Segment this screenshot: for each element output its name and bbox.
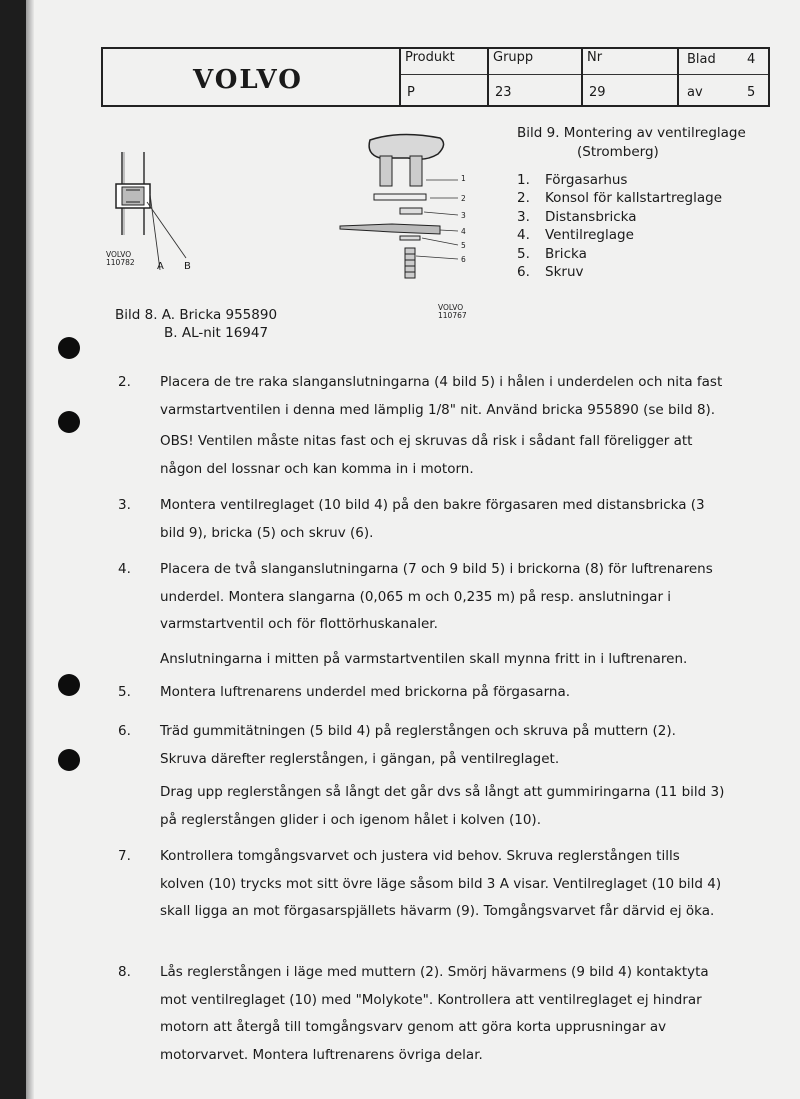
step-paragraph: Montera luftrenarens underdel med brickorna på förgasarna. — [160, 684, 571, 700]
punch-hole — [58, 749, 80, 771]
av-value: 5 — [747, 85, 756, 100]
punch-hole — [58, 411, 80, 433]
figure9-callout-5: 5 — [461, 241, 466, 250]
step-paragraph: OBS! Ventilen måste nitas fast och ej skruvas då risk i sådant fall föreligger att någon del lossnar och kan komma in i motorn. — [160, 433, 693, 477]
figure9-callout-1: 1 — [461, 174, 466, 183]
step-paragraph: Lås reglerstången i läge med muttern (2). Smörj hävarmens (9 bild 4) kontaktyta mot ventilreglaget (10) med "Molykote". Kontrollera att ventilreglaget ej hindrar motorn att återgå till tomgångsvarv genom att göra korta upprusningar av motorvarvet. Montera luftrenarens övriga delar. — [160, 964, 709, 1063]
legend-number: 5. — [517, 245, 530, 262]
legend-text: Konsol för kallstartreglage — [545, 190, 723, 207]
step-paragraph: Kontrollera tomgångsvarvet och justera vid behov. Skruva reglerstången tills kolven (10) trycks mot sitt övre läge såsom bild 3 A visar. Ventilreglaget (10 bild 4) skall ligga an mot förgasarspjällets hävarm (9). Tomgångsvarvet får därvid ej öka. — [160, 848, 722, 919]
blad-value: 4 — [747, 52, 756, 67]
figure9-code-number: 110767 — [438, 311, 467, 320]
figure9-callout-2: 2 — [461, 194, 466, 203]
legend-item — [517, 226, 722, 244]
step-paragraph: Placera de två slanganslutningarna (7 och 9 bild 5) i brickorna (8) för luftrenarens underdel. Montera slangarna (0,065 m och 0,235 m) på resp. anslutningar i varmstartventil och för flottörhuskanaler. — [160, 561, 713, 632]
figure9-callout-6: 6 — [461, 255, 466, 264]
figure9-code-brand: VOLVO — [438, 303, 464, 312]
nr-value: 29 — [589, 85, 606, 100]
legend-number: 2. — [517, 190, 530, 207]
step-number: 7. — [118, 848, 131, 864]
legend-item — [517, 245, 722, 263]
step-paragraph: Träd gummitätningen (5 bild 4) på reglerstången och skruva på muttern (2). Skruva därefter reglerstången, i gängan, på ventilreglaget. — [160, 723, 676, 767]
figure9-caption: Bild 9. Montering av ventilreglage — [517, 125, 746, 141]
legend-number: 3. — [517, 208, 530, 225]
step-number: 2. — [118, 374, 131, 390]
step-paragraph: Drag upp reglerstången så långt det går dvs så långt att gummiringarna (11 bild 3) på reglerstången glider i och igenom hålet i kolven (10). — [160, 784, 725, 828]
legend-item — [517, 263, 722, 281]
figure8-code-brand: VOLVO — [106, 250, 132, 259]
figure9-drawing — [330, 128, 480, 288]
figure8-caption: Bild 8. A. Bricka 955890 — [115, 307, 278, 323]
legend-text: Ventilreglage — [545, 227, 634, 244]
figure8-label-b: B — [184, 261, 191, 272]
grupp-label: Grupp — [493, 50, 534, 65]
step-number: 5. — [118, 684, 131, 700]
figure9-callout-3: 3 — [461, 211, 466, 220]
figure9-legend — [517, 171, 722, 281]
legend-text: Bricka — [545, 245, 587, 262]
legend-item — [517, 189, 722, 207]
punch-hole — [58, 337, 80, 359]
legend-text: Skruv — [545, 264, 584, 281]
produkt-value: P — [407, 85, 415, 100]
figure9-callout-4: 4 — [461, 227, 466, 236]
legend-text: Förgasarhus — [545, 172, 628, 188]
page-binding-edge — [0, 0, 26, 1099]
legend-text: Distansbricka — [545, 208, 637, 225]
legend-number: 1. — [517, 172, 530, 188]
step-paragraph: Montera ventilreglaget (10 bild 4) på den bakre förgasaren med distansbricka (3 bild 9), bricka (5) och skruv (6). — [160, 497, 705, 541]
step-number: 3. — [118, 497, 131, 513]
figure8-label-a: A — [157, 261, 164, 272]
grupp-value: 23 — [495, 85, 512, 100]
step-paragraph: Placera de tre raka slanganslutningarna (4 bild 5) i hålen i underdelen och nita fast varmstartventilen i denna med lämplig 1/8" nit. Använd bricka 955890 (se bild 8). — [160, 374, 723, 418]
figure8-caption-sub: B. AL-nit 16947 — [164, 325, 269, 341]
step-number: 8. — [118, 964, 131, 980]
nr-label: Nr — [587, 50, 603, 65]
legend-item — [517, 171, 722, 189]
figure9-caption-sub: (Stromberg) — [577, 144, 659, 160]
legend-number: 4. — [517, 227, 530, 244]
step-paragraph: Anslutningarna i mitten på varmstartventilen skall mynna fritt in i luftrenaren. — [160, 651, 688, 667]
produkt-label: Produkt — [405, 50, 455, 65]
av-label: av — [687, 85, 703, 100]
nr-cell — [581, 49, 677, 105]
blad-cell — [677, 49, 768, 105]
step-number: 4. — [118, 561, 131, 577]
produkt-cell — [399, 49, 487, 105]
legend-number: 6. — [517, 264, 530, 281]
grupp-cell — [487, 49, 581, 105]
document-header — [101, 47, 770, 107]
volvo-logo: VOLVO — [193, 65, 303, 95]
blad-label: Blad — [687, 52, 716, 67]
step-number: 6. — [118, 723, 131, 739]
legend-item — [517, 208, 722, 226]
figure8-code-number: 110782 — [106, 258, 135, 267]
punch-hole — [58, 674, 80, 696]
page-edge-shadow — [26, 0, 34, 1099]
